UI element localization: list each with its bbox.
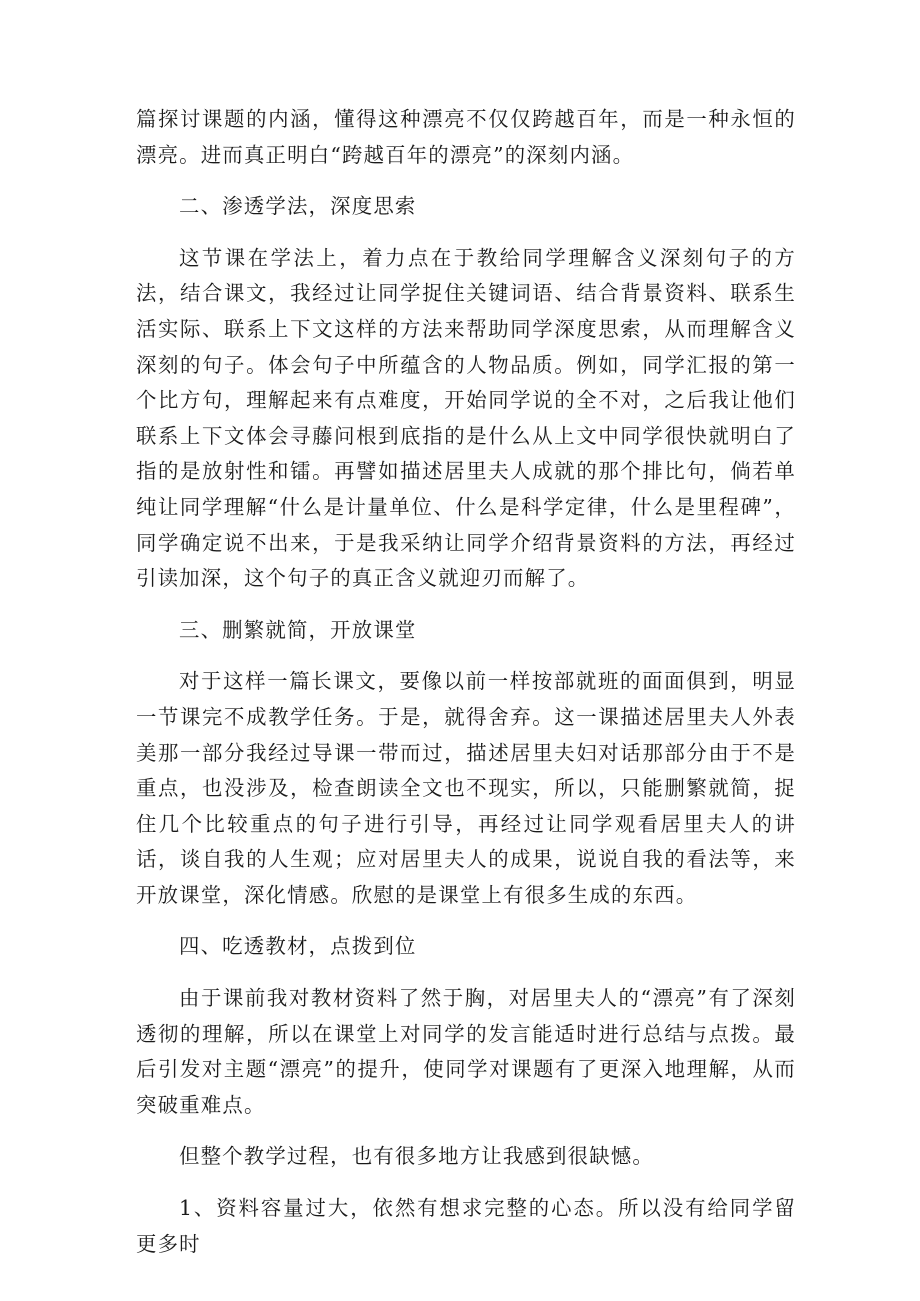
paragraph-shortcoming-1: 1、资料容量过大，依然有想求完整的心态。所以没有给同学留更多时 — [136, 1196, 796, 1256]
section-heading-4: 四、吃透教材，点拨到位 — [179, 934, 417, 959]
section-heading-2: 二、渗透学法，深度思索 — [179, 194, 417, 219]
paragraph-section-4: 由于课前我对教材资料了然于胸，对居里夫人的“漂亮”有了深刻透彻的理解，所以在课堂上对同学的发言能适时进行总结与点拨。最后引发对主题“漂亮”的提升，使同学对课题有了更深入地理解，从而突破重难点。 — [136, 986, 796, 1117]
paragraph-intro: 篇探讨课题的内涵，懂得这种漂亮不仅仅跨越百年，而是一种永恒的漂亮。进而真正明白“跨越百年的漂亮”的深刻内涵。 — [136, 107, 796, 167]
paragraph-section-3: 对于这样一篇长课文，要像以前一样按部就班的面面俱到，明显一节课完不成教学任务。于是，就得舍弃。这一课描述居里夫人外表美那一部分我经过导课一带而过，描述居里夫妇对话那部分由于不是重点，也没涉及，检查朗读全文也不现实，所以，只能删繁就简，捉住几个比较重点的句子进行引导，再经过让同学观看居里夫人的讲话，谈自我的人生观；应对居里夫人的成果，说说自我的看法等，来开放课堂，深化情感。欣慰的是课堂上有很多生成的东西。 — [136, 669, 796, 907]
document-body — [136, 102, 796, 1278]
section-heading-3: 三、删繁就简，开放课堂 — [179, 617, 417, 642]
paragraph-shortcomings-intro: 但整个教学过程，也有很多地方让我感到很缺憾。 — [179, 1144, 654, 1169]
paragraph-section-2: 这节课在学法上，着力点在于教给同学理解含义深刻句子的方法，结合课文，我经过让同学捉住关键词语、结合背景资料、联系生活实际、联系上下文这样的方法来帮助同学深度思索，从而理解含义深刻的句子。体会句子中所蕴含的人物品质。例如，同学汇报的第一个比方句，理解起来有点难度，开始同学说的全不对，之后我让他们联系上下文体会寻藤问根到底指的是什么从上文中同学很快就明白了指的是放射性和镭。再譬如描述居里夫人成就的那个排比句，倘若单纯让同学理解“什么是计量单位、什么是科学定律，什么是里程碑”，同学确定说不出来，于是我采纳让同学介绍背景资料的方法，再经过引读加深，这个句子的真正含义就迎刃而解了。 — [136, 245, 796, 591]
